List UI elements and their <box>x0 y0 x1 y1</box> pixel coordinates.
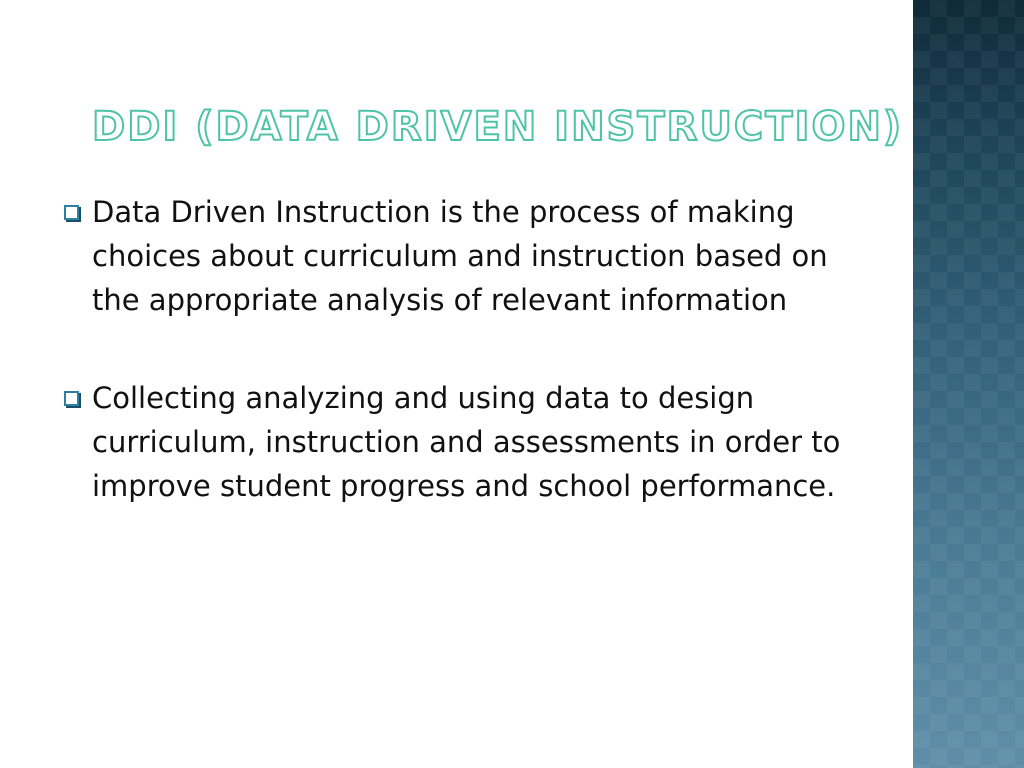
bullet-item <box>62 376 862 508</box>
bullet-item <box>62 190 862 322</box>
square-bullet-icon <box>64 205 79 220</box>
slide-title: DDI (DATA DRIVEN INSTRUCTION) <box>92 104 904 150</box>
square-bullet-icon <box>64 391 79 406</box>
bullet-text: Collecting analyzing and using data to design curriculum, instruction and assessments in order to improve student progress and school performance. <box>92 381 841 503</box>
diamond-pattern <box>913 0 1024 768</box>
bullet-text: Data Driven Instruction is the process of making choices about curriculum and instruction based on the appropriate analysis of relevant information <box>92 195 828 317</box>
bullet-list <box>62 190 862 562</box>
decorative-side-band <box>913 0 1024 768</box>
